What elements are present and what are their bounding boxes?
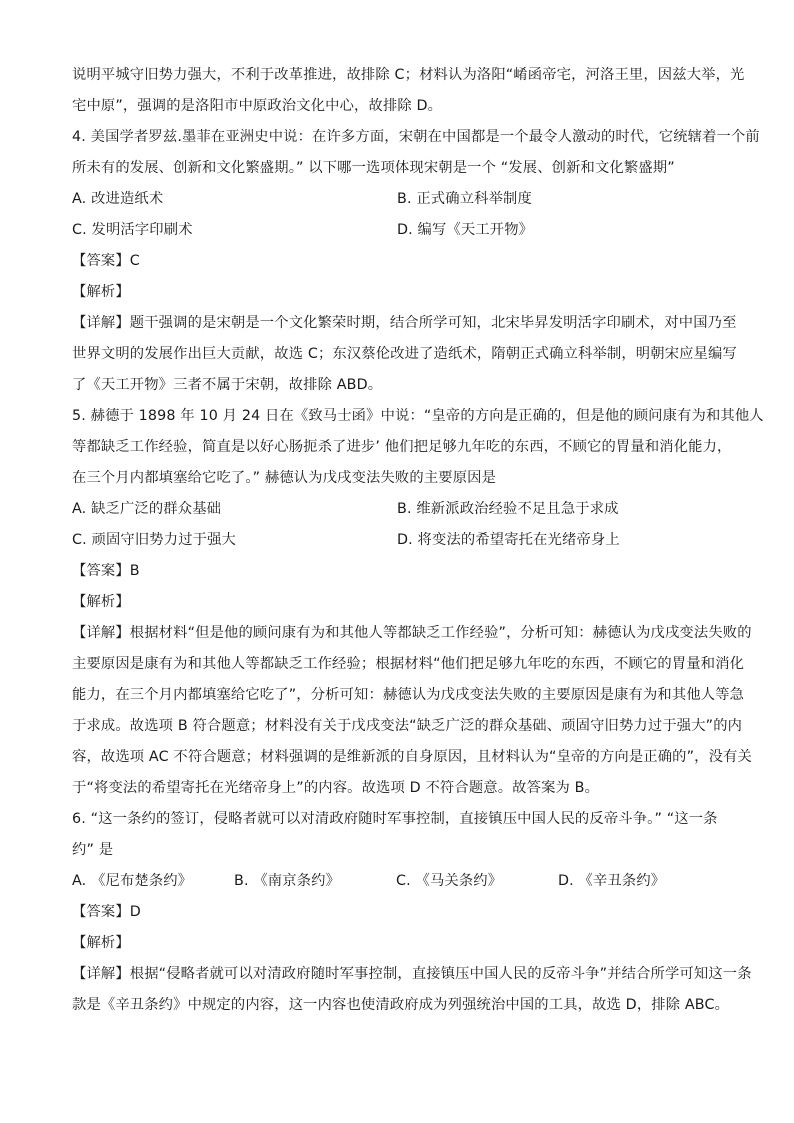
q5-detail: 于求成。故选项 B 符合题意；材料没有关于戊戌变法“缺乏广泛的群众基础、顽固守旧势力过于强大”的内 (72, 718, 743, 734)
q5-answer: 【答案】B (72, 563, 140, 579)
q5-option-d: D. 将变法的希望寄托在光绪帝身上 (397, 532, 620, 548)
q5-detail: 容，故选项 AC 不符合题意；材料强调的是维新派的自身原因，且材料认为“皇帝的方向是正确的”，没有关 (72, 749, 752, 765)
q4-detail: 【详解】题干强调的是宋朝是一个文化繁荣时期，结合所学可知，北宋毕昇发明活字印刷术，对中国乃至 (72, 315, 737, 331)
q4-options-row (72, 215, 722, 246)
q6-options-row (72, 866, 722, 897)
q6-detail: 【详解】根据“侵略者就可以对清政府随时军事控制，直接镇压中国人民的反帝斗争”并结合所学可知这一条 (72, 966, 752, 982)
q5-detail: 主要原因是康有为和其他人等都缺乏工作经验；根据材料“他们把足够九年吃的东西，不顾它的胃量和消化 (72, 656, 745, 672)
intro-line: 宅中原”，强调的是洛阳市中原政治文化中心，故排除 D。 (72, 98, 443, 114)
q6-analysis-label: 【解析】 (72, 935, 130, 951)
q6-option-c: C. 《马关条约》 (396, 873, 503, 889)
q5-option-a: A. 缺乏广泛的群众基础 (72, 501, 222, 517)
q5-stem: 等都缺乏工作经验，简直是以好心肠扼杀了进步’ 他们把足够九年吃的东西，不顾它的胃量和消化能力， (72, 439, 732, 455)
q5-detail: 【详解】根据材料“但是他的顾问康有为和其他人等都缺乏工作经验”，分析可知：赫德认为戊戌变法失败的 (72, 625, 752, 641)
q4-option-a: A. 改进造纸术 (72, 191, 164, 207)
q4-stem: 4. 美国学者罗兹.墨菲在亚洲史中说：在许多方面，宋朝在中国都是一个最令人激动的时代，它统辖着一个前 (72, 129, 760, 145)
q6-option-a: A. 《尼布楚条约》 (72, 873, 193, 889)
q5-detail: 于“将变法的希望寄托在光绪帝身上”的内容。故选项 D 不符合题意。故答案为 B。 (72, 780, 600, 796)
q6-option-b: B. 《南京条约》 (234, 873, 341, 889)
q6-stem: 约” 是 (72, 842, 114, 858)
q4-option-d: D. 编写《天工开物》 (397, 222, 534, 238)
q5-stem: 在三个月内都填塞给它吃了。” 赫德认为戊戌变法失败的主要原因是 (72, 470, 497, 486)
q5-option-b: B. 维新派政治经验不足且急于求成 (397, 501, 619, 517)
q4-analysis-label: 【解析】 (72, 284, 130, 300)
q4-detail: 了《天工开物》三者不属于宋朝，故排除 ABD。 (72, 377, 383, 393)
q4-option-b: B. 正式确立科举制度 (397, 191, 532, 207)
q5-options-row (72, 494, 722, 525)
q6-detail: 款是《辛丑条约》中规定的内容，这一内容也使清政府成为列强统治中国的工具，故选 D，排除 ABC。 (72, 997, 730, 1013)
q4-answer: 【答案】C (72, 253, 140, 269)
q4-stem: 所未有的发展、创新和文化繁盛期。” 以下哪一选项体现宋朝是一个 “发展、创新和文化繁盛期” (72, 160, 675, 176)
q5-analysis-label: 【解析】 (72, 594, 130, 610)
q4-detail: 世界文明的发展作出巨大贡献，故选 C；东汉蔡伦改进了造纸术，隋朝正式确立科举制，明朝宋应星编写 (72, 346, 737, 362)
q6-stem: 6. “这一条约的签订，侵略者就可以对清政府随时军事控制，直接镇压中国人民的反帝斗争。” “这一条 (72, 811, 718, 827)
document-page (72, 60, 764, 1021)
q5-option-c: C. 顽固守旧势力过于强大 (72, 532, 236, 548)
intro-line: 说明平城守旧势力强大，不利于改革推进，故排除 C；材料认为洛阳“崤函帝宅，河洛王里，因兹大举，光 (72, 67, 745, 83)
q4-option-c: C. 发明活字印刷术 (72, 222, 193, 238)
q5-stem: 5. 赫德于 1898 年 10 月 24 日在《致马士函》中说：“皇帝的方向是正确的，但是他的顾问康有为和其他人 (72, 408, 764, 424)
q6-option-d: D. 《辛丑条约》 (558, 873, 666, 889)
q5-detail: 能力，在三个月内都填塞给它吃了”，分析可知：赫德认为戊戌变法失败的主要原因是康有为和其他人等急 (72, 687, 745, 703)
q4-options-row (72, 184, 722, 215)
q6-answer: 【答案】D (72, 904, 141, 920)
q5-options-row (72, 525, 722, 556)
